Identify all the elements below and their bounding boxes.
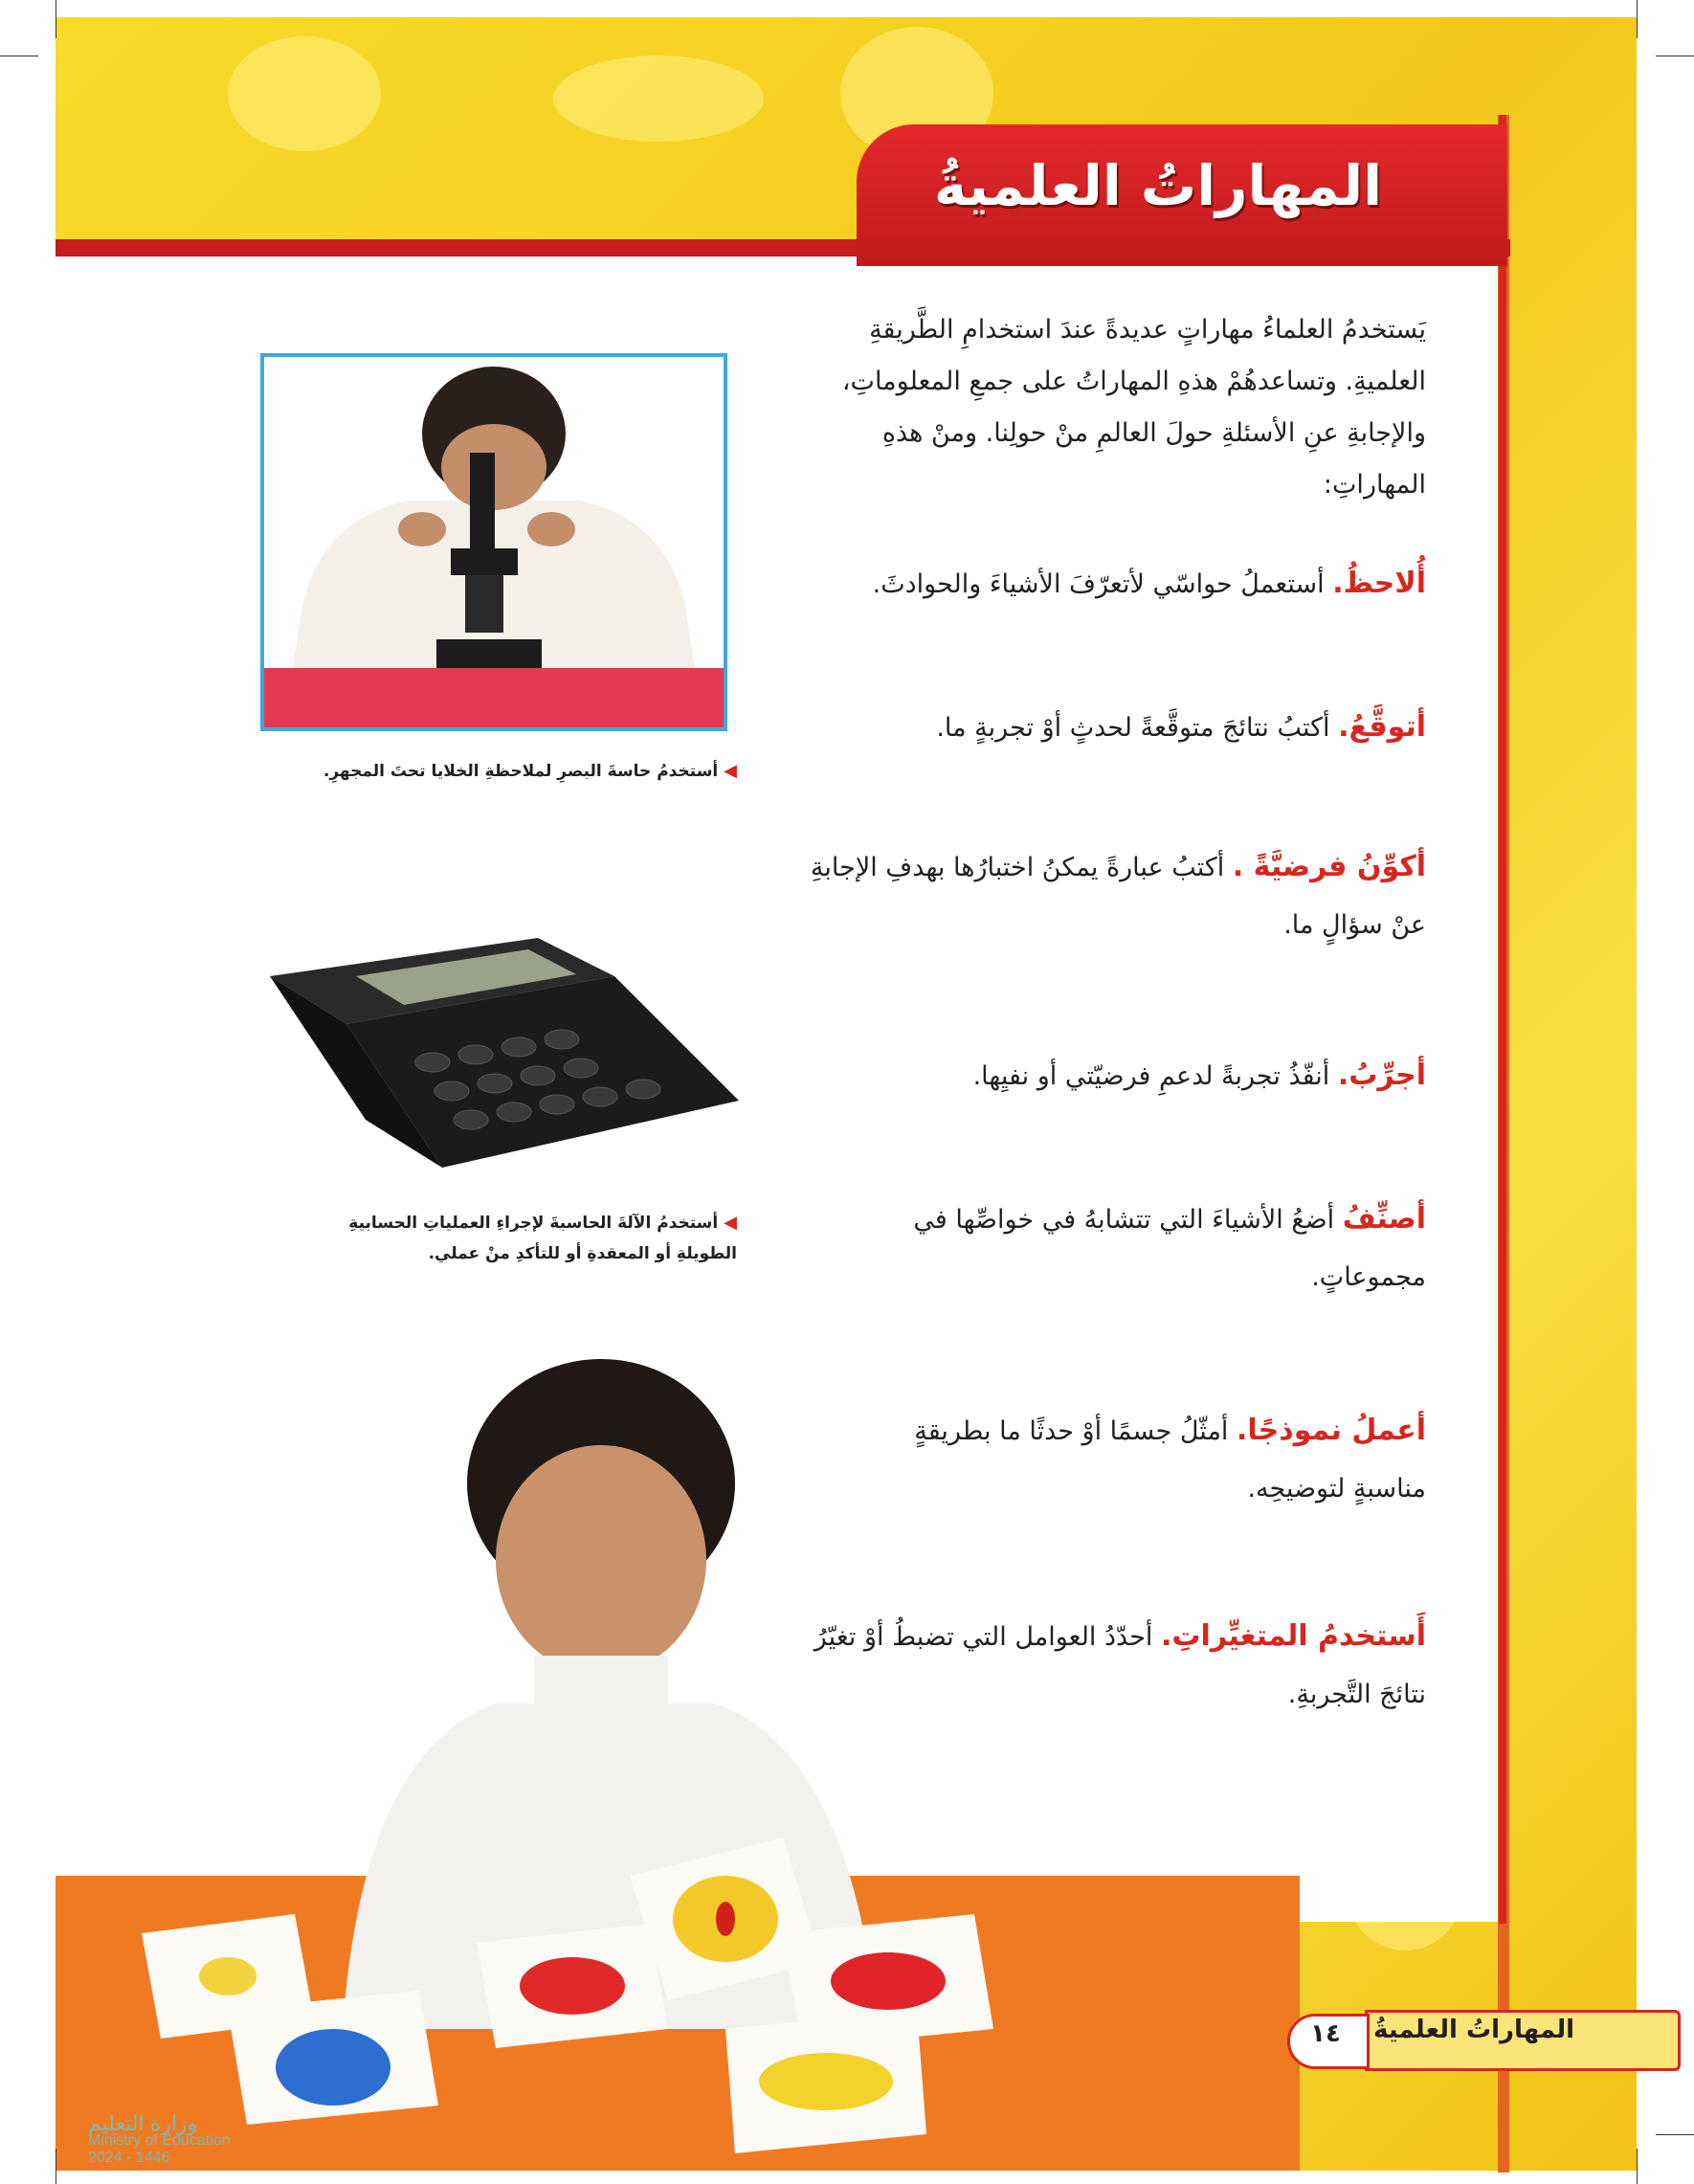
caption-text: أستخدمُ الآلةَ الحاسبةَ لإجراءِ العملياتِ الحسابيةِ: [348, 1214, 719, 1233]
calculator-caption: [249, 1208, 737, 1269]
skill-text-line2: عنْ سؤالٍ ما.: [1283, 910, 1426, 940]
ministry-year: 2024 - 1446: [88, 2150, 170, 2166]
page-title: المهاراتُ العلميةُ: [933, 153, 1383, 218]
caption-arrow-icon: ◀: [724, 1213, 737, 1233]
right-red-border: [1499, 115, 1506, 1924]
calculator-photo: [251, 919, 748, 1196]
caption-text: أستخدمُ حاسةَ البصرِ لملاحظةِ الخلايا تحتَ المجهرِ.: [323, 762, 719, 781]
caption-text: الطويلةِ أو المعقدةِ أو للتأكدِ منْ عملي.: [428, 1244, 737, 1263]
skill-term: أَستخدمُ المتغيِّراتِ.: [1161, 1619, 1426, 1653]
intro-line: والإجابةِ عنِ الأسئلةِ حولَ العالمِ منْ حولِنا. ومنْ هذهِ: [881, 418, 1426, 448]
title-strip: [56, 239, 1510, 256]
skill-text-line2: مجموعاتٍ.: [1311, 1262, 1426, 1292]
microscope-caption: [249, 756, 737, 787]
ministry-arabic: وزارة التعليم: [88, 2111, 198, 2135]
skill-text: أضعُ الأشياءَ التي تتشابهُ في خواصِّها في: [913, 1205, 1343, 1235]
skill-term: أصنِّفُ: [1342, 1202, 1426, 1236]
page-number: ١٤: [1310, 2019, 1341, 2048]
skill-term: أُلاحظُ.: [1332, 567, 1426, 600]
skill-text: أنفّذُ تجربةً لدعمِ فرضيّتي أو نفيِها.: [972, 1061, 1338, 1091]
skill-term: أعملُ نموذجًا.: [1237, 1414, 1426, 1447]
intro-line: المهاراتِ:: [1323, 470, 1426, 500]
skill-text: أكتبُ عبارةً يمكنُ اختبارُها بهدفِ الإجابةِ: [810, 853, 1233, 882]
skill-text: أمثّلُ جسمًا أوْ حدثًا ما بطريقةٍ: [914, 1416, 1237, 1446]
skill-text-line2: مناسبةٍ لتوضيحِه.: [1247, 1474, 1426, 1504]
skill-term: أكوِّنُ فرضيَّةً .: [1232, 850, 1426, 883]
skill-predict: [747, 699, 1426, 757]
intro-line: يَستخدمُ العلماءُ مهاراتٍ عديدةً عندَ استخدامِ الطَّريقةِ: [869, 315, 1426, 345]
skill-experiment: [747, 1047, 1426, 1105]
skill-classify: [747, 1191, 1426, 1306]
skill-text: أحدّدُ العوامل التي تضبطُ أوْ تغيّرُ: [814, 1622, 1161, 1652]
ministry-watermark: [88, 2111, 231, 2167]
microscope-photo: [260, 353, 727, 731]
boy-with-cards-photo: [56, 1340, 1300, 2171]
skill-observe: [747, 555, 1426, 613]
intro-paragraph: [747, 304, 1426, 511]
crop-mark: [1637, 2149, 1638, 2184]
crop-mark: [1656, 2134, 1694, 2135]
skill-text: أستعملُ حواسّي لأتعرّفَ الأشياءَ والحوادثَ.: [872, 569, 1333, 599]
calculator-illustration: [251, 919, 748, 1196]
skill-term: أجرِّبُ.: [1337, 1059, 1426, 1092]
skill-text-line2: نتائجَ التَّجربةِ.: [1287, 1680, 1426, 1709]
footer-label: المهاراتُ العلميةُ: [1373, 2016, 1574, 2044]
boy-illustration: [56, 1340, 1300, 2171]
microscope-illustration: [264, 357, 724, 727]
ministry-english: Ministry of Education: [88, 2132, 231, 2149]
skill-term: أتوقَّعُ.: [1338, 710, 1426, 744]
caption-arrow-icon: ◀: [724, 761, 737, 781]
crop-mark: [1637, 0, 1638, 38]
skill-hypothesize: [747, 838, 1426, 954]
skill-text: أكتبُ نتائجَ متوقَّعةً لحدثٍ أوْ تجربةٍ ما.: [936, 713, 1339, 743]
intro-line: العلميةِ. وتساعدهُمْ هذهِ المهاراتُ على جمعِ المعلوماتِ،: [841, 367, 1426, 396]
